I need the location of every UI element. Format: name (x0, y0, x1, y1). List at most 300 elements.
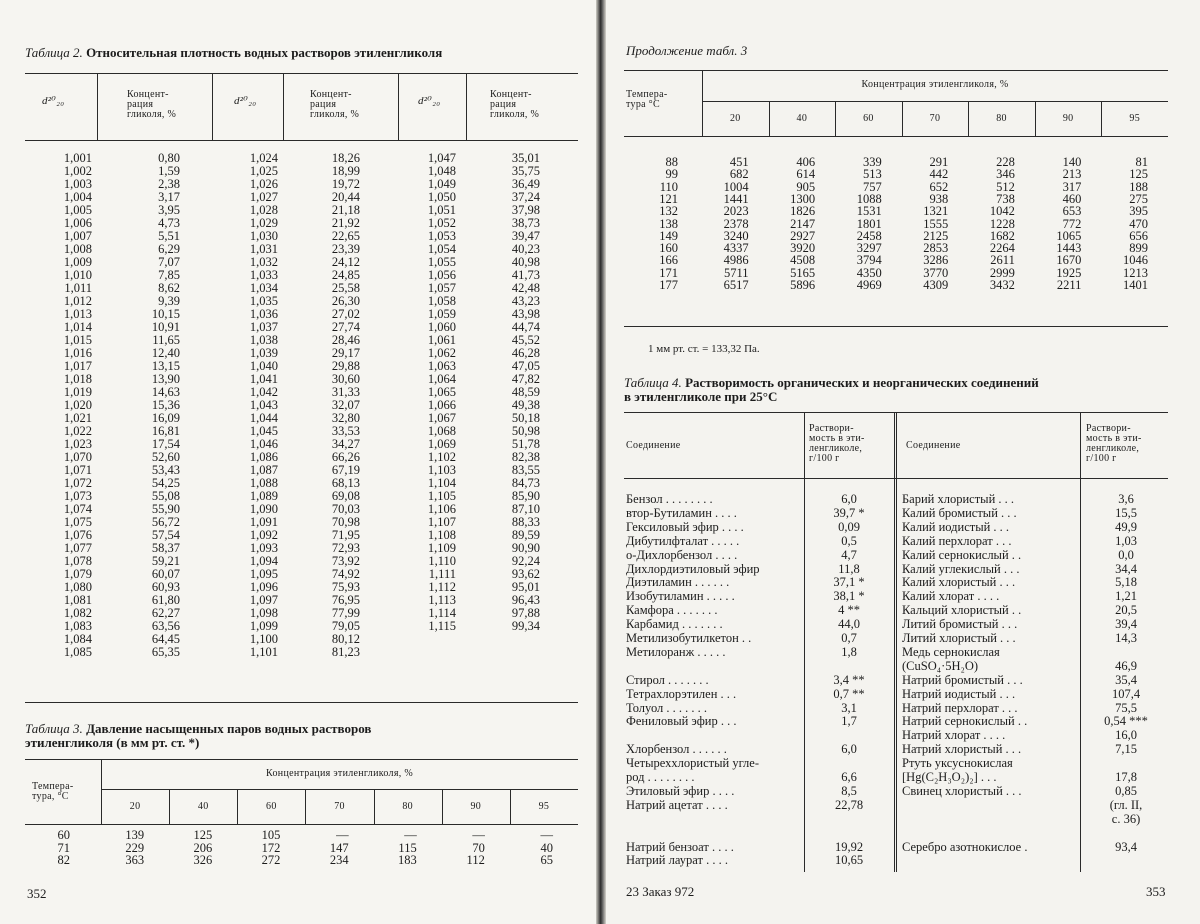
t2-density-1-cell: 1,007 (63, 229, 92, 243)
table4-caption (624, 376, 1039, 404)
t3c-value-cell: 1065 (1056, 228, 1082, 243)
t2-conc-3-cell: 87,10 (511, 502, 540, 516)
t2-density-1-cell: 1,077 (63, 541, 92, 555)
t4-compound-cell: Дибутилфталат . . . . . (626, 534, 740, 548)
t2-density-2-cell: 1,042 (249, 385, 278, 399)
conc-header: 80 (402, 801, 413, 812)
t2-density-1-cell: 1,014 (63, 320, 92, 334)
t2-conc-1-cell: 7,07 (158, 255, 180, 269)
t3c-value-cell: 3286 (923, 253, 949, 268)
t4-solubility-cell: 93,4 (1115, 839, 1137, 854)
t3c-value-cell: 1443 (1056, 241, 1082, 256)
t2-conc-2-cell: 25,58 (331, 281, 360, 295)
t2-density-2-cell: 1,033 (249, 268, 278, 282)
t2-conc-1-cell: 9,39 (158, 294, 180, 308)
t2-conc-1-cell: 56,72 (151, 515, 180, 529)
t2-conc-3-cell: 44,74 (511, 320, 540, 334)
table2-label: Таблица 2. (25, 45, 83, 60)
t2-density-3-cell: 1,109 (427, 541, 456, 555)
t4-compound-cell: Ртуть уксуснокислая (902, 757, 1013, 771)
t3-value-cell: 125 (193, 828, 213, 842)
t2-conc-3-cell: 36,49 (511, 177, 540, 191)
t2-conc-2-cell: 34,27 (331, 437, 360, 451)
table3-label: Таблица 3. (25, 721, 83, 736)
t4-compound-cell: Калий перхлорат . . . (902, 534, 1012, 548)
t2-conc-2-cell: 32,80 (331, 411, 360, 425)
t3c-value-cell: 1046 (1122, 253, 1148, 268)
t3c-value-cell: 213 (1062, 167, 1082, 182)
t3c-temp-cell: 121 (659, 191, 678, 206)
t2-density-1-cell: 1,076 (63, 528, 92, 542)
t2-density-2-cell: 1,025 (249, 164, 278, 178)
t3c-value-cell: 81 (1135, 155, 1148, 169)
t2-density-2-cell: 1,040 (249, 359, 278, 373)
t2-conc-1-cell: 4,73 (158, 216, 180, 230)
t3c-value-cell: 125 (1129, 167, 1148, 182)
t3-value-cell: 139 (125, 828, 145, 842)
t4-solubility-cell: 1,21 (1115, 589, 1137, 604)
t3c-value-cell: 4309 (923, 278, 949, 292)
t2-density-1-cell: 1,002 (63, 164, 92, 178)
t2-conc-1-cell: 54,25 (151, 476, 180, 490)
t2-conc-3-cell: 85,90 (511, 489, 540, 503)
t2-conc-2-cell: 21,18 (331, 203, 360, 217)
t3-temp-cell: 60 (57, 828, 70, 842)
table2-header-rule (25, 140, 578, 141)
t2-density-1-cell: 1,082 (63, 606, 92, 620)
t2-conc-2-cell: 70,98 (331, 515, 360, 529)
t3c-value-cell: 4337 (723, 241, 749, 256)
t2-conc-3-cell: 37,98 (511, 203, 540, 217)
t4-compound-cell: Медь сернокислая (902, 645, 1000, 659)
table4-title-line2: в этиленгликоле при 25°С (624, 389, 778, 404)
t2-density-3-cell: 1,102 (427, 450, 456, 464)
t3c-value-cell: 614 (796, 167, 816, 182)
t2-density-1-cell: 1,015 (63, 333, 92, 347)
t2-conc-1-cell: 0,80 (158, 151, 180, 165)
t2-conc-3-cell: 47,05 (511, 359, 540, 373)
t3c-temp-cell: 132 (659, 204, 678, 219)
t2-conc-3-cell: 49,38 (511, 398, 540, 412)
t2-conc-3-cell: 84,73 (511, 476, 540, 490)
t2-density-1-cell: 1,003 (63, 177, 92, 191)
t2-conc-3-cell: 93,62 (511, 567, 540, 581)
t2-conc-1-cell: 55,08 (151, 489, 180, 503)
t3c-value-cell: 1555 (923, 216, 949, 231)
t4-compound-cell: Диэтиламин . . . . . . (626, 576, 730, 590)
book-gutter (596, 0, 606, 924)
t2-h-density-3: d²⁰₂₀ (418, 95, 441, 107)
t3c-value-cell: 317 (1062, 179, 1082, 194)
t3c-value-cell: 460 (1062, 191, 1082, 206)
t2-density-2-cell: 1,089 (249, 489, 278, 503)
t2-density-2-cell: 1,100 (249, 632, 278, 646)
conc-header: 20 (729, 113, 741, 124)
t4-solubility-cell: 39,4 (1115, 617, 1137, 632)
t2-density-3-cell: 1,057 (427, 281, 456, 295)
t4-h-compound-1: Соединение (626, 440, 681, 451)
t4-solubility-cell: 34,4 (1115, 561, 1137, 576)
t3c-value-cell: 2999 (989, 265, 1015, 280)
t2-conc-3-cell: 83,55 (511, 463, 540, 477)
conc-header: 95 (538, 801, 550, 812)
t2-density-1-cell: 1,073 (63, 489, 92, 503)
conc-header: 40 (796, 113, 808, 124)
t3c-temp-cell: 99 (665, 167, 678, 182)
t3c-h-group: Концентрация этиленгликоля, % (861, 79, 1009, 90)
t2-conc-2-cell: 77,99 (331, 606, 360, 620)
t2-density-3-cell: 1,112 (428, 580, 456, 594)
t2-density-1-cell: 1,020 (63, 398, 92, 412)
t3c-footnote: 1 мм рт. ст. = 133,32 Па. (648, 343, 760, 355)
t4-compound-cell: Этиловый эфир . . . . (626, 784, 735, 798)
table3-top-rule (25, 759, 578, 760)
t4-compound-cell: Метилизобутилкетон . . (626, 632, 752, 645)
table2-caption (25, 46, 442, 60)
t3c-value-cell: 140 (1062, 155, 1082, 169)
t4-solubility-cell: 5,18 (1115, 575, 1137, 590)
t2-density-3-cell: 1,049 (427, 177, 456, 191)
t2-density-3-cell: 1,069 (427, 437, 456, 451)
t3c-value-cell: 1213 (1122, 265, 1148, 280)
t3c-h-temp: Темпера- тура °С (626, 89, 668, 110)
t2-density-2-cell: 1,094 (249, 554, 278, 568)
t3-h-group: Концентрация этиленгликоля, % (266, 768, 413, 779)
t2-conc-1-cell: 57,54 (151, 528, 180, 542)
t2-density-3-cell: 1,059 (427, 307, 456, 321)
t3-value-cell: 65 (540, 853, 553, 867)
t2-conc-1-cell: 7,85 (158, 268, 180, 282)
left-page (0, 0, 596, 924)
t2-conc-2-cell: 30,60 (331, 372, 360, 386)
t3-value-cell: — (404, 828, 417, 842)
t2-conc-1-cell: 15,36 (151, 398, 180, 412)
t3c-value-cell: 1228 (989, 216, 1015, 231)
t3-value-cell: 70 (472, 840, 485, 855)
t4-compound-cell: Карбамид . . . . . . . (626, 618, 723, 632)
t2-conc-1-cell: 10,15 (151, 307, 180, 321)
t4-compound-cell: втор-Бутиламин . . . . (626, 506, 737, 520)
t2-density-2-cell: 1,044 (249, 411, 278, 425)
t4-solubility-cell: 6,0 (841, 742, 857, 757)
t2-conc-1-cell: 65,35 (151, 645, 180, 659)
t2-conc-3-cell: 47,82 (511, 372, 540, 386)
t2-density-3-cell: 1,114 (428, 606, 456, 620)
t2-conc-1-cell: 3,95 (158, 203, 180, 217)
t2-density-2-cell: 1,088 (249, 476, 278, 490)
t4-solubility-cell: 3,6 (1118, 492, 1134, 506)
t2-conc-2-cell: 80,12 (331, 632, 360, 646)
t4-solubility-cell: с. 36) (1111, 811, 1141, 826)
t2-density-3-cell: 1,056 (427, 268, 456, 282)
t2-conc-2-cell: 31,33 (331, 385, 360, 399)
conc-header: 40 (197, 801, 209, 812)
t2-conc-1-cell: 61,80 (151, 593, 180, 607)
t3c-value-cell: 1042 (989, 204, 1015, 219)
t2-density-1-cell: 1,070 (63, 450, 92, 464)
t3c-value-cell: 2211 (1056, 278, 1082, 292)
t2-h-conc-1: Концент- рация гликоля, % (127, 89, 177, 120)
t4-compound-cell: Фениловый эфир . . . (626, 715, 737, 729)
t4-compound-cell: Барий хлористый . . . (902, 493, 1015, 506)
t2-conc-2-cell: 20,44 (331, 190, 360, 204)
t2-conc-1-cell: 59,21 (151, 554, 180, 568)
t4-solubility-cell: 19,92 (834, 839, 864, 854)
t4-solubility-cell: 107,4 (1111, 686, 1141, 701)
conc-header: 20 (129, 801, 141, 812)
page-number-right: 353 (1146, 884, 1166, 899)
t2-conc-3-cell: 96,43 (511, 593, 540, 607)
t2-density-3-cell: 1,066 (427, 398, 456, 412)
t3c-value-cell: 738 (996, 191, 1015, 206)
t2-conc-2-cell: 71,95 (331, 528, 360, 542)
t2-conc-2-cell: 28,46 (331, 333, 360, 347)
t2-conc-2-cell: 79,05 (331, 619, 360, 633)
t3c-value-cell: 451 (729, 155, 749, 169)
t2-density-2-cell: 1,037 (249, 320, 278, 334)
t4-compound-cell: Калий иодистый . . . (902, 520, 1010, 534)
table3-caption (25, 722, 371, 750)
t2-conc-1-cell: 3,17 (158, 190, 180, 204)
t2-density-2-cell: 1,026 (249, 177, 278, 191)
t2-conc-1-cell: 10,91 (151, 320, 180, 334)
t2-density-1-cell: 1,018 (63, 372, 92, 386)
t2-density-2-cell: 1,039 (249, 346, 278, 360)
t2-h-conc-3: Концент- рация гликоля, % (490, 89, 540, 120)
t4-solubility-cell: 49,9 (1115, 519, 1137, 534)
t2-density-3-cell: 1,111 (428, 567, 456, 581)
t2-density-3-cell: 1,108 (427, 528, 456, 542)
t2-density-2-cell: 1,024 (249, 151, 278, 165)
t3c-value-cell: 5165 (790, 265, 816, 280)
t2-conc-2-cell: 27,02 (331, 307, 360, 321)
t2-density-2-cell: 1,030 (249, 229, 278, 243)
t2-conc-2-cell: 66,26 (331, 450, 360, 464)
t4-solubility-cell: 46,9 (1115, 658, 1137, 673)
t3c-value-cell: 5711 (724, 265, 749, 280)
t2-conc-1-cell: 5,51 (158, 229, 180, 243)
t4-compound-cell: Дихлордиэтиловый эфир (626, 562, 760, 576)
t2-density-1-cell: 1,010 (63, 268, 92, 282)
t2-density-1-cell: 1,075 (63, 515, 92, 529)
t2-conc-3-cell: 48,59 (511, 385, 540, 399)
t2-density-1-cell: 1,021 (63, 411, 92, 425)
t3c-value-cell: 2147 (790, 216, 816, 231)
t4-solubility-cell: 20,5 (1115, 603, 1137, 618)
t3c-temp-cell: 149 (659, 228, 678, 243)
t2-conc-2-cell: 69,08 (331, 489, 360, 503)
t2-conc-3-cell: 35,01 (511, 151, 540, 165)
t4-solubility-cell: 14,3 (1115, 631, 1137, 645)
t4-solubility-cell: 0,7 (841, 631, 857, 645)
t3-temp-cell: 71 (57, 840, 70, 855)
t4-compound-cell: Натрий бромистый . . . (902, 673, 1023, 687)
t4-solubility-cell: 3,4 ** (833, 672, 865, 687)
t2-conc-1-cell: 53,43 (151, 463, 180, 477)
t3c-temp-cell: 160 (659, 241, 678, 256)
t4-solubility-cell: 75,5 (1115, 700, 1137, 715)
t2-density-3-cell: 1,052 (427, 216, 456, 230)
t4-compound-cell: Тетрахлорэтилен . . . (626, 687, 737, 701)
t2-density-2-cell: 1,091 (249, 515, 278, 529)
t3c-value-cell: 1441 (723, 191, 749, 206)
t4-compound-cell: Натрий ацетат . . . . (626, 798, 728, 812)
t3c-value-cell: 772 (1062, 216, 1082, 231)
t3c-value-cell: 2125 (923, 228, 949, 243)
t2-conc-1-cell: 8,62 (158, 281, 180, 295)
t2-density-1-cell: 1,079 (63, 567, 92, 581)
t2-density-2-cell: 1,093 (249, 541, 278, 555)
t3c-value-cell: 2853 (923, 241, 949, 256)
t2-density-1-cell: 1,078 (63, 554, 92, 568)
t4-compound-cell: Натрий бензоат . . . . (626, 840, 734, 854)
t2-conc-2-cell: 33,53 (331, 424, 360, 438)
t4-compound-cell: Гексиловый эфир . . . . (626, 520, 744, 534)
t3-value-cell: — (540, 828, 553, 842)
table3-continuation-caption (626, 44, 747, 58)
t3c-value-cell: 1682 (989, 228, 1015, 243)
t4-compound-cell: Калий хлорат . . . . (902, 590, 1000, 604)
t2-density-3-cell: 1,063 (427, 359, 456, 373)
t2-conc-3-cell: 46,28 (511, 346, 540, 360)
t2-density-2-cell: 1,101 (249, 645, 278, 659)
t4-compound-cell: Стирол . . . . . . . (626, 673, 709, 687)
t4-h-solubility-2: Раствори- мость в эти- ленгликоле, г/100 г (1086, 423, 1142, 464)
t2-density-3-cell: 1,104 (427, 476, 456, 490)
t4-solubility-cell: 6,6 (841, 770, 857, 784)
conc-header: 90 (1062, 113, 1074, 124)
t4-compound-cell: Кальций хлористый . . (902, 604, 1022, 618)
t2-density-3-cell: 1,110 (428, 554, 456, 568)
t2-conc-1-cell: 14,63 (151, 385, 180, 399)
t2-conc-2-cell: 27,74 (331, 320, 360, 334)
t2-density-1-cell: 1,080 (63, 580, 92, 594)
t2-density-1-cell: 1,083 (63, 619, 92, 633)
t3-value-cell: 147 (329, 840, 349, 855)
t3c-temp-cell: 110 (659, 179, 678, 194)
t3-value-cell: 172 (261, 840, 281, 855)
table3-title-line1: Давление насыщенных паров водных растворов (86, 721, 372, 736)
t3c-value-cell: 3432 (989, 278, 1015, 292)
t4-compound-cell: Натрий хлористый . . . (902, 743, 1022, 757)
t2-conc-3-cell: 99,34 (511, 619, 540, 633)
t2-density-2-cell: 1,099 (249, 619, 278, 633)
t3c-value-cell: 2927 (790, 228, 816, 243)
t4-solubility-cell: 1,03 (1115, 533, 1137, 548)
conc-header: 60 (266, 801, 277, 812)
t2-conc-3-cell: 40,98 (511, 255, 540, 269)
t2-density-2-cell: 1,036 (249, 307, 278, 321)
t4-solubility-cell: 11,8 (838, 561, 860, 576)
t4-h-compound-2: Соединение (906, 440, 961, 451)
t2-conc-1-cell: 6,29 (158, 242, 180, 256)
t3c-value-cell: 3920 (790, 241, 816, 256)
t2-density-2-cell: 1,041 (249, 372, 278, 386)
t4-compound-cell: Хлорбензол . . . . . . (626, 743, 727, 757)
t2-conc-1-cell: 60,93 (151, 580, 180, 594)
t2-conc-2-cell: 73,92 (331, 554, 360, 568)
t2-density-3-cell: 1,048 (427, 164, 456, 178)
t2-density-2-cell: 1,027 (249, 190, 278, 204)
conc-header: 95 (1129, 113, 1140, 124)
t2-conc-2-cell: 81,23 (331, 645, 360, 659)
t3c-value-cell: 1801 (856, 216, 882, 231)
t3c-value-cell: 346 (996, 167, 1015, 182)
t2-conc-3-cell: 42,48 (511, 281, 540, 295)
t2-h-conc-2: Концент- рация гликоля, % (310, 89, 360, 120)
t4-solubility-cell: 0,7 ** (833, 686, 865, 701)
t3c-value-cell: 3794 (856, 253, 882, 268)
t2-conc-3-cell: 45,52 (511, 333, 540, 347)
t2-density-2-cell: 1,032 (249, 255, 278, 269)
t2-conc-3-cell: 50,98 (511, 424, 540, 438)
t2-conc-1-cell: 60,07 (151, 567, 180, 581)
t2-density-3-cell: 1,065 (427, 385, 456, 399)
t3c-value-cell: 3240 (723, 228, 749, 243)
t2-density-2-cell: 1,086 (249, 450, 278, 464)
t2-h-density-1: d²⁰₂₀ (42, 95, 65, 107)
table2-bottom-rule (25, 702, 578, 703)
t3c-value-cell: 406 (796, 155, 816, 169)
t2-conc-1-cell: 63,56 (151, 619, 180, 633)
t3c-value-cell: 2458 (856, 228, 882, 243)
t3c-value-cell: 275 (1129, 191, 1148, 206)
t2-conc-2-cell: 26,30 (331, 294, 360, 308)
t4-solubility-cell: 0,09 (838, 519, 860, 534)
t2-conc-3-cell: 43,23 (511, 294, 540, 308)
t2-density-3-cell: 1,107 (427, 515, 456, 529)
t2-conc-3-cell: 88,33 (511, 515, 540, 529)
t2-conc-3-cell: 90,90 (511, 541, 540, 555)
t2-conc-2-cell: 21,92 (331, 216, 360, 230)
t2-h-density-2: d²⁰₂₀ (234, 95, 257, 107)
t2-density-2-cell: 1,097 (249, 593, 278, 607)
t2-density-1-cell: 1,013 (63, 307, 92, 321)
t2-conc-3-cell: 89,59 (511, 528, 540, 542)
conc-header: 70 (334, 801, 345, 812)
t3c-value-cell: 652 (929, 179, 949, 194)
t2-density-1-cell: 1,022 (63, 424, 92, 438)
right-page (606, 0, 1200, 924)
table2-top-rule (25, 73, 578, 74)
t2-density-2-cell: 1,092 (249, 528, 278, 542)
t4-compound-cell: Свинец хлористый . . . (902, 784, 1022, 798)
t2-density-3-cell: 1,067 (427, 411, 456, 425)
conc-header: 80 (996, 113, 1007, 124)
t4-solubility-cell: 22,78 (834, 797, 864, 812)
table2-title: Относительная плотность водных растворов этиленгликоля (86, 45, 443, 60)
t3c-value-cell: 899 (1129, 241, 1148, 256)
t3c-value-cell: 470 (1129, 216, 1148, 231)
t2-density-3-cell: 1,103 (427, 463, 456, 477)
t2-conc-1-cell: 58,37 (151, 541, 180, 555)
t4-solubility-cell: 16,0 (1115, 728, 1137, 743)
t2-conc-2-cell: 68,13 (331, 476, 360, 490)
table3-continuation-title: Продолжение табл. 3 (626, 43, 748, 58)
t2-conc-1-cell: 12,40 (151, 346, 180, 360)
t3c-value-cell: 1826 (790, 204, 816, 219)
conc-header: 70 (929, 113, 941, 124)
t3c-value-cell: 1531 (856, 204, 882, 219)
table3-title-line2: этиленгликоля (в мм рт. ст. *) (25, 735, 200, 750)
t3c-value-cell: 2264 (989, 241, 1015, 256)
t4-solubility-cell: 0,54 *** (1104, 714, 1148, 729)
t4-solubility-cell: 1,8 (841, 644, 857, 659)
t3c-value-cell: 1670 (1056, 253, 1082, 268)
t3c-value-cell: 291 (929, 155, 949, 169)
t2-density-1-cell: 1,085 (63, 645, 92, 659)
t2-density-2-cell: 1,035 (249, 294, 278, 308)
